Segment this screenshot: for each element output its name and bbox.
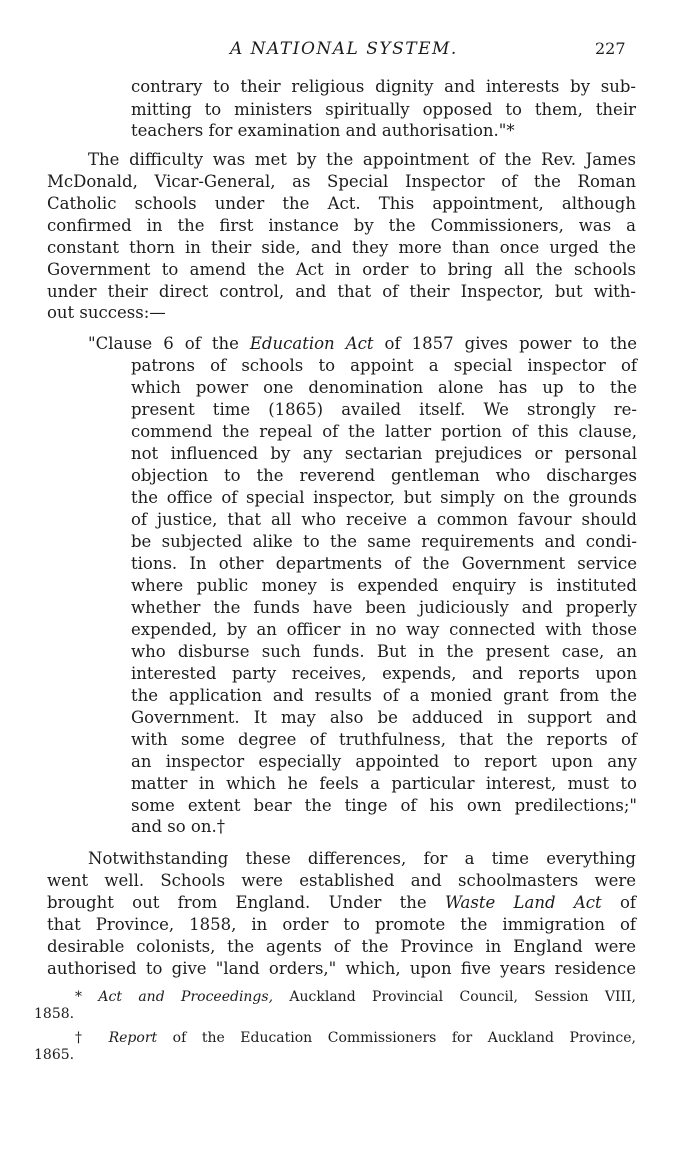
text-span: "Clause 6 of the	[88, 334, 250, 353]
text-line: confirmed in the first instance by the Commissioners, was a	[47, 216, 636, 235]
text-span: Auckland Provincial Council, Session VIII,	[273, 989, 636, 1005]
text-line: present time (1865) availed itself. We strongly re-	[131, 400, 637, 419]
page-header	[0, 39, 700, 63]
text-line: McDonald, Vicar-General, as Special Inspector of the Roman	[47, 172, 636, 191]
text-line: an inspector especially appointed to report upon any	[131, 752, 637, 771]
text-line: that Province, 1858, in order to promote the immigration of	[47, 915, 636, 934]
text-span: brought out from England. Under the	[47, 893, 446, 912]
text-line: mitting to ministers spiritually opposed to them, their	[131, 100, 636, 119]
text-line: under their direct control, and that of their Inspector, but with-	[47, 282, 636, 301]
text-line: some extent bear the tinge of his own predilections;"	[131, 796, 637, 815]
footnote-line: 1865.	[34, 1047, 75, 1063]
footnote-line: 1858.	[34, 1006, 75, 1022]
italic-title: Waste Land Act	[445, 893, 602, 912]
page-number: 227	[595, 39, 626, 58]
text-line: where public money is expended enquiry is instituted	[131, 576, 637, 595]
text-line: the office of special inspector, but simply on the grounds	[131, 488, 637, 507]
text-line: went well. Schools were established and schoolmasters were	[47, 871, 636, 890]
footnote-title: Act and Proceedings,	[98, 989, 274, 1005]
text-span: of the Education Commissioners for Auckland Province,	[157, 1030, 637, 1046]
text-line: whether the funds have been judiciously and properly	[131, 598, 637, 617]
text-line: matter in which he feels a particular interest, must to	[131, 774, 637, 793]
text-line	[47, 892, 636, 914]
text-line: desirable colonists, the agents of the Province in England were	[47, 937, 636, 956]
running-title: A NATIONAL SYSTEM.	[230, 39, 458, 59]
text-line: interested party receives, expends, and reports upon	[131, 664, 637, 683]
text-line: constant thorn in their side, and they more than once urged the	[47, 238, 636, 257]
text-line: of justice, that all who receive a common favour should	[131, 510, 637, 529]
text-line: tions. In other departments of the Government service	[131, 554, 637, 573]
footnote-marker: †	[75, 1030, 109, 1046]
text-line: contrary to their religious dignity and interests by sub-	[131, 77, 636, 96]
text-line: objection to the reverend gentleman who discharges	[131, 466, 637, 485]
text-line: authorised to give "land orders," which, upon five years residence	[47, 959, 636, 978]
text-line: patrons of schools to appoint a special inspector of	[131, 356, 637, 375]
text-line: commend the repeal of the latter portion of this clause,	[131, 422, 637, 441]
text-line: teachers for examination and authorisation."*	[131, 121, 515, 140]
text-line	[88, 333, 637, 355]
text-line: out success:—	[47, 303, 166, 322]
footnote-title: Report	[108, 1030, 158, 1046]
footnote-marker: *	[75, 989, 99, 1005]
text-span: of 1857 gives power to the	[373, 334, 637, 353]
text-line: which power one denomination alone has up to the	[131, 378, 637, 397]
text-line: be subjected alike to the same requirements and condi-	[131, 532, 637, 551]
text-line: Government. It may also be adduced in support and	[131, 708, 637, 727]
text-line: not influenced by any sectarian prejudices or personal	[131, 444, 637, 463]
text-line: Government to amend the Act in order to bring all the schools	[47, 260, 636, 279]
text-line: with some degree of truthfulness, that the reports of	[131, 730, 637, 749]
text-line: the application and results of a monied grant from the	[131, 686, 637, 705]
text-line: who disburse such funds. But in the present case, an	[131, 642, 637, 661]
text-line: expended, by an officer in no way connected with those	[131, 620, 637, 639]
text-line: The difficulty was met by the appointment of the Rev. James	[88, 150, 636, 169]
text-span: of	[601, 893, 636, 912]
text-line: and so on.†	[131, 817, 225, 836]
italic-title: Education Act	[249, 334, 374, 353]
text-line: Catholic schools under the Act. This appointment, although	[47, 194, 636, 213]
text-line: Notwithstanding these differences, for a time everything	[88, 849, 636, 868]
